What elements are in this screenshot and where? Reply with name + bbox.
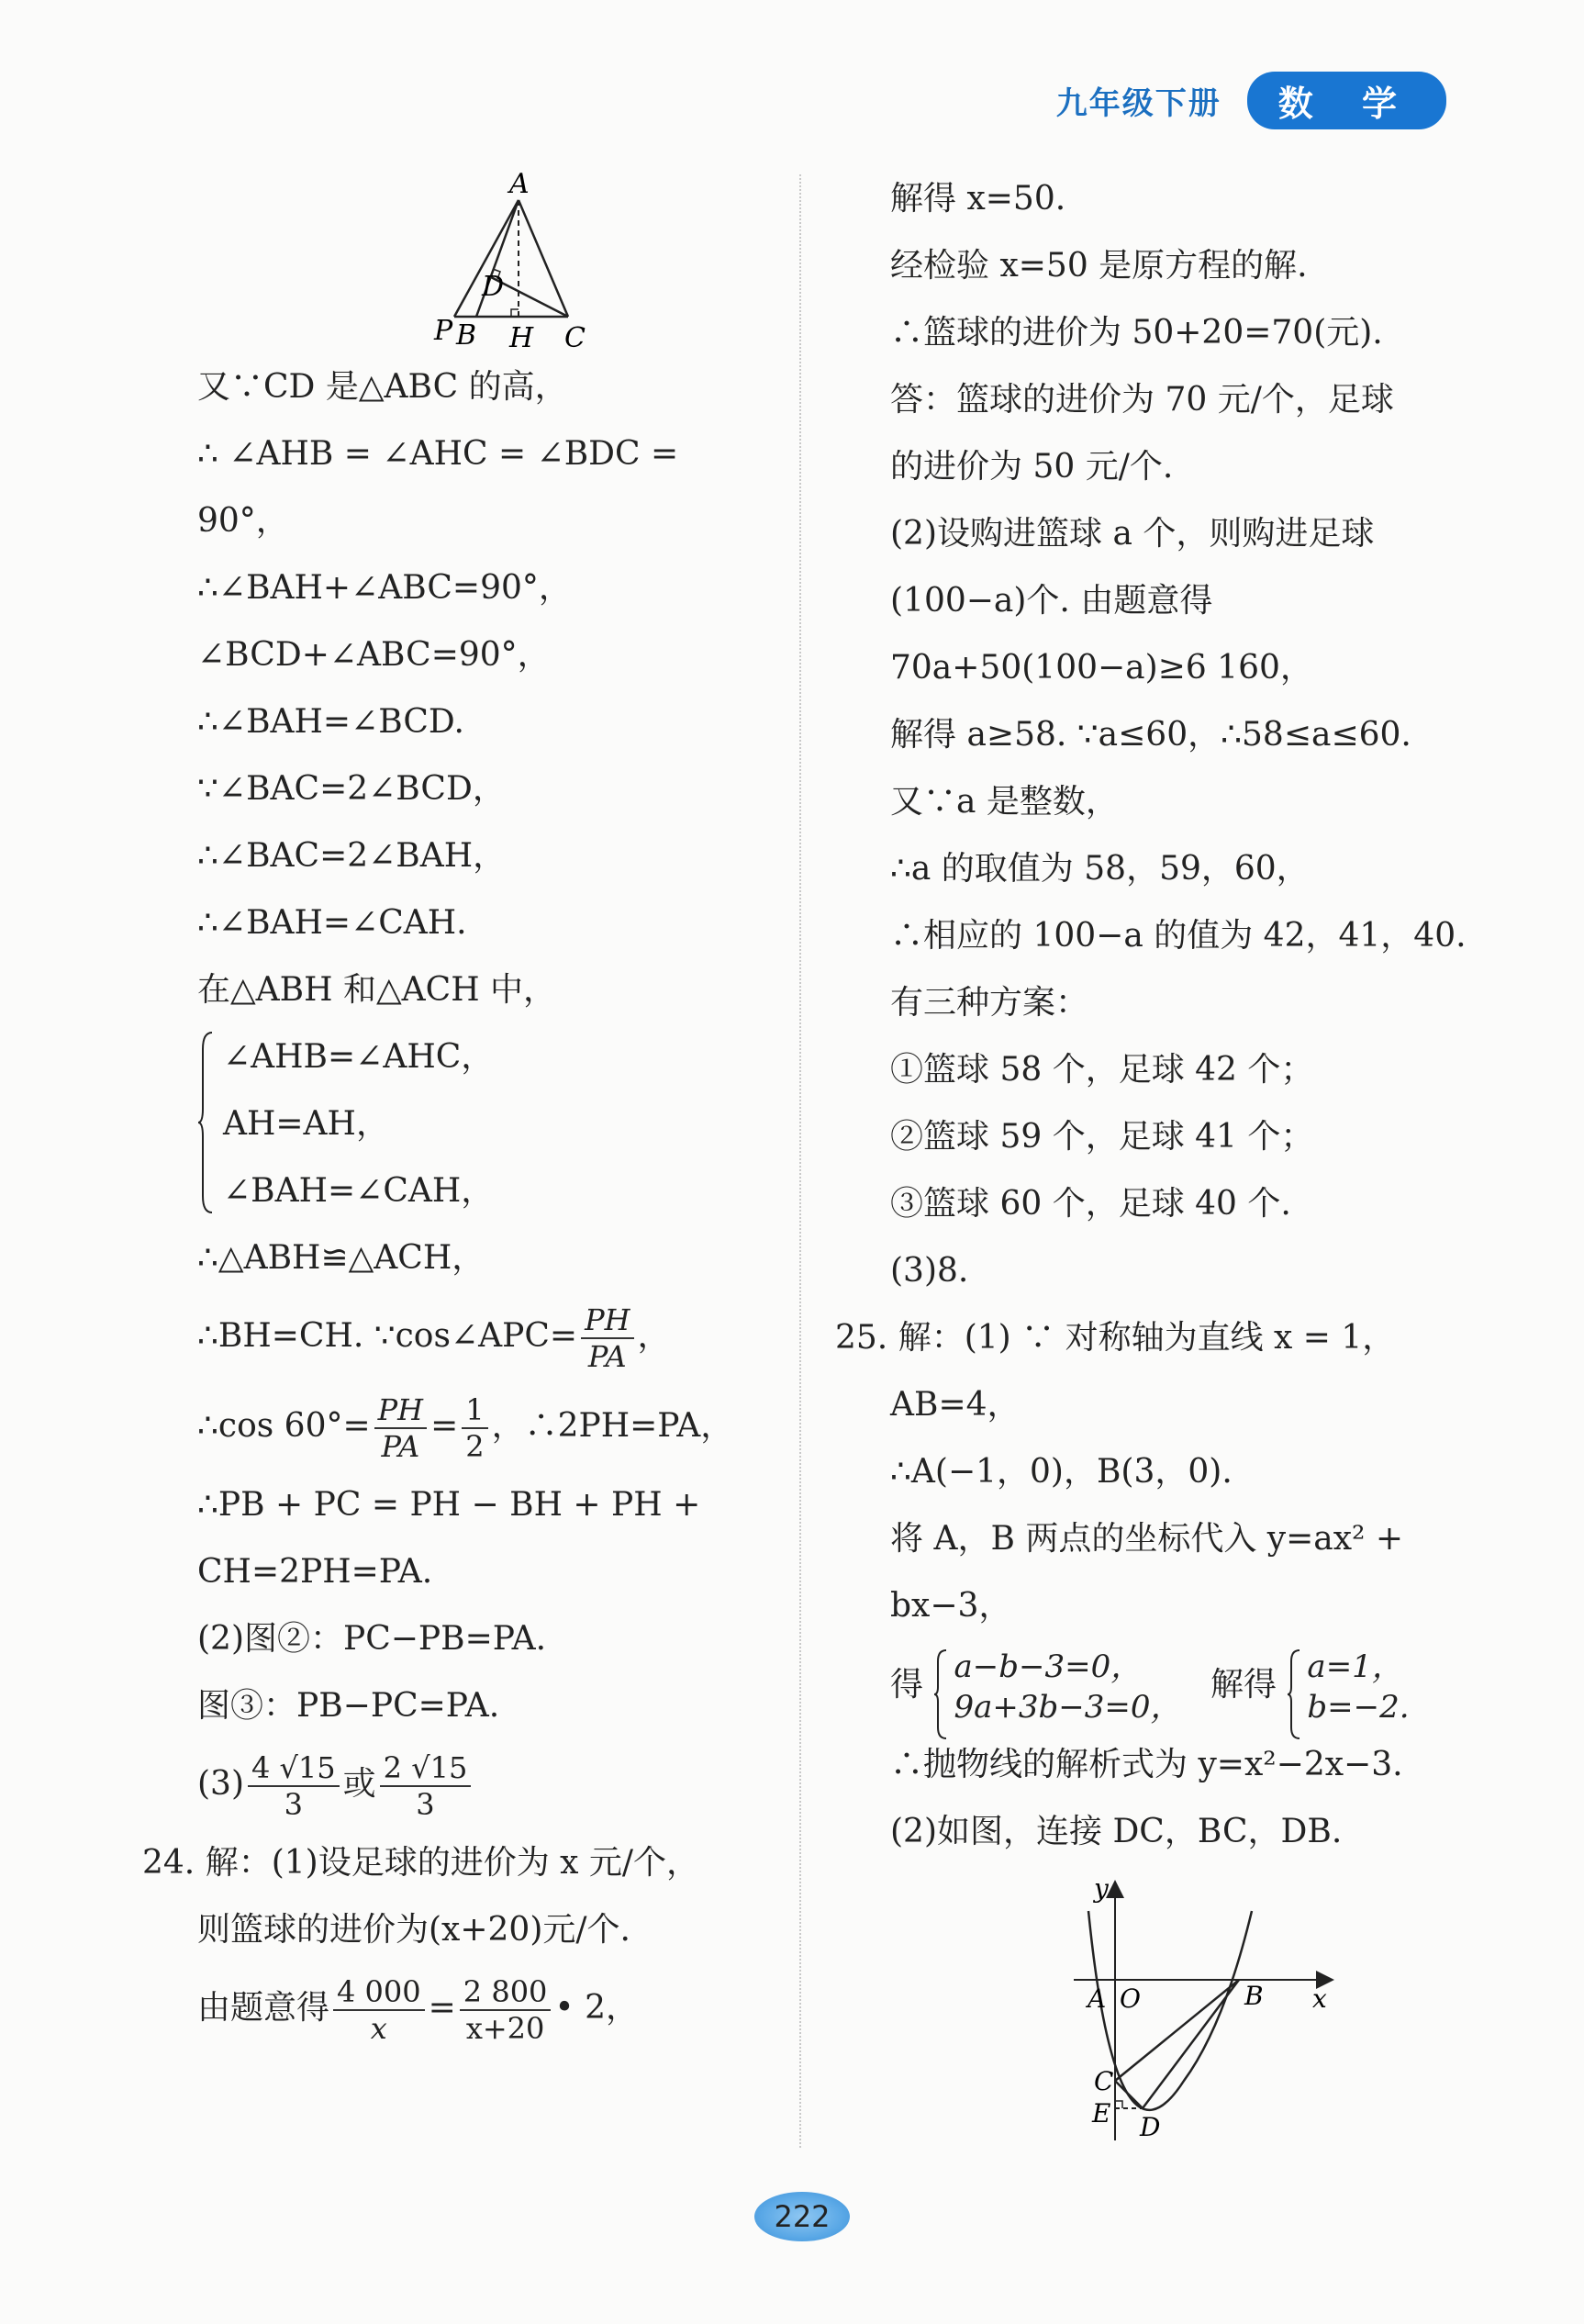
text-line: 解得 a≥58. ∵a≤60，∴58≤a≤60. bbox=[890, 716, 1411, 754]
text-segment: • 2， bbox=[554, 1989, 639, 2027]
text-line: ∴a 的取值为 58，59，60， bbox=[890, 850, 1310, 888]
brace-icon bbox=[1287, 1648, 1301, 1740]
system-line: 9a+3b−3=0， bbox=[954, 1689, 1182, 1726]
text-line: (2)设购进篮球 a 个，则购进足球 bbox=[890, 515, 1375, 553]
text-line: 答：篮球的进价为 70 元/个，足球 bbox=[890, 381, 1394, 419]
fraction-denominator: 3 bbox=[416, 1787, 435, 1822]
equation-system bbox=[1287, 1647, 1409, 1727]
fraction-numerator: 4 000 bbox=[333, 1974, 425, 2011]
system-line: ∠AHB=∠AHC， bbox=[223, 1038, 495, 1076]
fraction-numerator: PH bbox=[581, 1302, 633, 1339]
text-segment: 解得 bbox=[1210, 1666, 1277, 1704]
system-line: AH=AH， bbox=[223, 1105, 389, 1143]
text-segment: 得 bbox=[890, 1666, 924, 1704]
fraction bbox=[248, 1750, 340, 1822]
triangle-figure bbox=[197, 165, 785, 353]
text-line: 在△ABH 和△ACH 中， bbox=[197, 971, 557, 1009]
fig1-label-p: P bbox=[434, 315, 453, 347]
grade-label: 九年级下册 bbox=[1055, 85, 1221, 122]
text-segment: 或 bbox=[342, 1765, 376, 1803]
text-line: (2)图②：PC−PB=PA. bbox=[197, 1620, 547, 1658]
left-column bbox=[142, 165, 785, 2053]
text-line: ①篮球 58 个，足球 42 个； bbox=[890, 1051, 1314, 1089]
text-line: 有三种方案： bbox=[890, 984, 1089, 1022]
text-line: ∴抛物线的解析式为 y=x²−2x−3. bbox=[890, 1746, 1403, 1783]
fig1-label-d: D bbox=[482, 271, 505, 303]
text-line: 则篮球的进价为(x+20)元/个. bbox=[197, 1911, 630, 1949]
text-segment: = bbox=[428, 1989, 456, 2027]
text-line: bx−3， bbox=[890, 1587, 1012, 1625]
fig2-label-o: O bbox=[1120, 1983, 1141, 2014]
fraction bbox=[462, 1392, 487, 1464]
fraction-denominator: PA bbox=[381, 1429, 420, 1464]
brace-icon bbox=[933, 1648, 948, 1740]
text-segment: ，∴2PH=PA， bbox=[491, 1407, 734, 1445]
subject-badge: 数 学 bbox=[1247, 72, 1446, 129]
text-line: ∴∠BAH+∠ABC=90°， bbox=[197, 569, 572, 607]
fig1-label-c: C bbox=[564, 322, 586, 353]
text-segment: (3) bbox=[197, 1765, 244, 1803]
fraction bbox=[374, 1392, 427, 1464]
text-segment: ∴cos 60°= bbox=[197, 1407, 371, 1445]
fraction-denominator: x bbox=[370, 2011, 387, 2046]
parabola-figure bbox=[890, 1874, 1478, 2150]
fraction-denominator: 2 bbox=[465, 1429, 485, 1464]
equation-system bbox=[933, 1647, 1181, 1727]
system-line: a=1， bbox=[1307, 1648, 1403, 1685]
text-line: ∵∠BAC=2∠BCD， bbox=[197, 770, 506, 808]
fig1-label-h: H bbox=[509, 322, 534, 353]
text-line: 70a+50(100−a)≥6 160， bbox=[890, 649, 1313, 687]
equation-system bbox=[197, 1023, 785, 1224]
text-line: 的进价为 50 元/个. bbox=[890, 448, 1174, 486]
fig2-label-x: x bbox=[1312, 1983, 1327, 2014]
text-line: ∴ ∠AHB = ∠AHC = ∠BDC = bbox=[197, 435, 679, 473]
brace-icon bbox=[197, 1031, 214, 1214]
fraction bbox=[333, 1974, 425, 2046]
system-line: a−b−3=0， bbox=[954, 1648, 1143, 1685]
fraction-numerator: 2 800 bbox=[460, 1974, 552, 2011]
page-header bbox=[1056, 72, 1446, 129]
text-line: (2)如图，连接 DC，BC，DB. bbox=[890, 1813, 1343, 1850]
text-line bbox=[197, 1963, 785, 2053]
fraction bbox=[380, 1750, 472, 1822]
text-line bbox=[197, 1381, 785, 1471]
text-line: 又∵CD 是△ABC 的高， bbox=[197, 368, 568, 406]
fraction-numerator: 1 bbox=[462, 1392, 487, 1429]
text-line: ②篮球 59 个，足球 41 个； bbox=[890, 1118, 1314, 1156]
text-line: ∴△ABH≌△ACH， bbox=[197, 1239, 485, 1277]
fig1-label-b: B bbox=[456, 319, 477, 352]
text-line: 经检验 x=50 是原方程的解. bbox=[890, 247, 1308, 285]
text-segment: ， bbox=[637, 1317, 671, 1355]
fraction-denominator: 3 bbox=[284, 1787, 303, 1822]
fig2-label-c: C bbox=[1094, 2066, 1114, 2096]
text-line: (3)8. bbox=[890, 1252, 969, 1290]
fraction bbox=[581, 1302, 633, 1374]
problem-25-heading: 25. 解：(1) ∵ 对称轴为直线 x = 1， bbox=[835, 1319, 1396, 1357]
text-line bbox=[890, 1639, 1478, 1731]
system-line: ∠BAH=∠CAH， bbox=[223, 1172, 495, 1210]
text-line bbox=[197, 1291, 785, 1381]
text-line: ∴A(−1，0)，B(3，0). bbox=[890, 1453, 1233, 1491]
fraction bbox=[460, 1974, 552, 2046]
fraction-numerator: 4 √15 bbox=[248, 1750, 340, 1787]
text-line: ∴∠BAH=∠BCD. bbox=[197, 703, 464, 741]
text-line: 将 A，B 两点的坐标代入 y=ax² + bbox=[890, 1520, 1404, 1558]
page-number: 222 bbox=[754, 2192, 850, 2241]
text-line: 90°， bbox=[197, 502, 289, 540]
text-line: ③篮球 60 个，足球 40 个. bbox=[890, 1185, 1291, 1223]
column-divider bbox=[799, 174, 801, 2148]
text-segment: ∴BH=CH. ∵cos∠APC= bbox=[197, 1317, 578, 1355]
text-line: ∴∠BAH=∠CAH. bbox=[197, 904, 467, 942]
fraction-numerator: PH bbox=[374, 1392, 427, 1429]
text-segment: 由题意得 bbox=[197, 1989, 330, 2027]
fig2-label-b: B bbox=[1244, 1981, 1264, 2011]
text-segment: = bbox=[430, 1407, 459, 1445]
text-line bbox=[197, 1739, 785, 1829]
text-line: CH=2PH=PA. bbox=[197, 1553, 433, 1591]
text-line: ∴相应的 100−a 的值为 42，41，40. bbox=[890, 917, 1467, 955]
fig2-label-e: E bbox=[1092, 2098, 1111, 2128]
text-line: ∴PB + PC = PH − BH + PH + bbox=[197, 1486, 701, 1524]
fraction-denominator: x+20 bbox=[465, 2011, 545, 2046]
fig2-label-y: y bbox=[1094, 1874, 1109, 1904]
text-line: ∴∠BAC=2∠BAH， bbox=[197, 837, 507, 875]
fraction-denominator: PA bbox=[587, 1339, 627, 1374]
fig2-label-a: A bbox=[1088, 1983, 1107, 2014]
text-line: 解得 x=50. bbox=[890, 180, 1066, 218]
text-line: ∠BCD+∠ABC=90°， bbox=[197, 636, 551, 674]
system-line: b=−2. bbox=[1307, 1689, 1410, 1726]
fig1-label-a: A bbox=[509, 168, 530, 200]
text-line: (100−a)个. 由题意得 bbox=[890, 582, 1213, 620]
text-line: AB=4， bbox=[890, 1386, 1021, 1424]
fraction-numerator: 2 √15 bbox=[380, 1750, 472, 1787]
text-line: 又∵a 是整数， bbox=[890, 783, 1119, 821]
right-column bbox=[835, 165, 1478, 2150]
text-line: 图③：PB−PC=PA. bbox=[197, 1687, 500, 1725]
problem-24-heading: 24. 解：(1)设足球的进价为 x 元/个， bbox=[142, 1844, 700, 1882]
text-line: ∴篮球的进价为 50+20=70(元). bbox=[890, 314, 1383, 352]
fig2-label-d: D bbox=[1140, 2112, 1161, 2142]
